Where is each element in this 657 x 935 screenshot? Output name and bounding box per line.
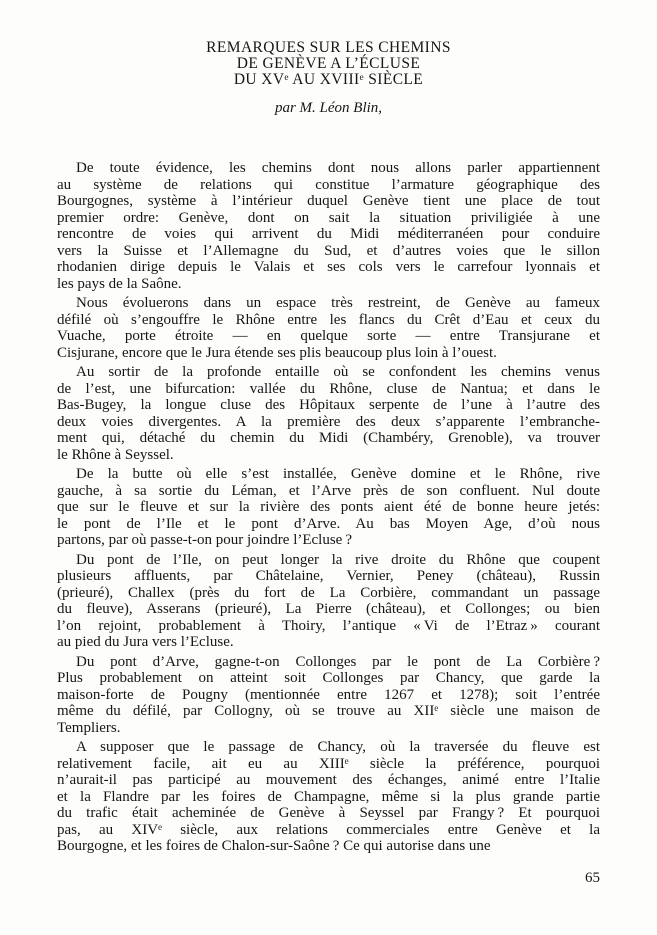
text-line: plusieurs affluents, par Châtelaine, Vernier, Peney (château), Russin <box>57 568 600 584</box>
article-title <box>57 40 600 88</box>
paragraph <box>57 295 600 361</box>
text-line: De la butte où elle s’est installée, Genève domine et le Rhône, rive <box>76 466 600 482</box>
text-line: le Rhône à Seyssel. <box>57 446 174 463</box>
title-line-2: DE GENÈVE A L’ÉCLUSE <box>236 55 421 72</box>
text-line: au système de relations qui constitue l’armature géographique des <box>57 176 600 193</box>
text-line: Bourgognes, système à l’intérieur duquel Genève tient une place de tout <box>57 193 600 209</box>
text-line: vers la Suisse et l’Allemagne du Sud, et d’autres voies que le sillon <box>57 242 600 259</box>
text-line: partons, par où passe-t-on pour joindre l’Ecluse ? <box>57 532 352 548</box>
text-line: deux voies divergentes. A la première des deux s’apparente l’embranche- <box>57 413 600 430</box>
text-line: Au sortir de la profonde entaille où se confondent les chemins venus <box>76 364 600 380</box>
text-line: (prieuré), Challex (près du fort de La Corbière, commandant un passage <box>57 584 600 601</box>
text-line: relativement facile, ait eu au XIIIᵉ siècle la préférence, pourquoi <box>57 755 600 772</box>
text-line: rhodanien dirige depuis le Valais et ses cols vers le carrefour lyonnais et <box>57 259 600 275</box>
page-footer <box>57 870 600 887</box>
text-line: Du pont de l’Ile, on peut longer la rive droite du Rhône que coupent <box>76 551 600 568</box>
text-line: ment qui, détaché du chemin du Midi (Chambéry, Grenoble), va trouver <box>57 430 600 446</box>
text-line: Vuache, porte étroite — en quelque sorte — entre Transjurane et <box>57 328 600 344</box>
article-header <box>57 40 600 116</box>
page-number: 65 <box>585 869 600 886</box>
byline: par M. Léon Blin, <box>274 100 383 116</box>
text-line: Bas-Bugey, la longue cluse des Hôpitaux serpente de l’une à l’autre des <box>57 397 600 413</box>
paragraph <box>57 466 600 549</box>
paragraph <box>57 739 600 855</box>
text-line: gauche, à sa sortie du Léman, et l’Arve près de son confluent. Nul doute <box>57 482 600 499</box>
paragraph <box>57 160 600 292</box>
text-line: De toute évidence, les chemins dont nous allons parler appartiennent <box>76 160 600 176</box>
text-line: du fleuve), Asserans (prieuré), La Pierre (château), et Collonges; ou bien <box>57 601 600 617</box>
text-line: le pont de l’Ile et le pont d’Arve. Au bas Moyen Age, d’où nous <box>57 515 600 532</box>
paragraph <box>57 654 600 737</box>
text-line: même du défilé, par Collogny, où se trouve au XIIᵉ siècle une maison de <box>57 703 600 719</box>
body-text <box>57 160 600 855</box>
text-line: Cisjurane, encore que le Jura étende ses plis beaucoup plus loin à l’ouest. <box>57 344 497 361</box>
text-line: maison-forte de Pougny (mentionnée entre 1267 et 1278); soit l’entrée <box>57 686 600 703</box>
text-line: Templiers. <box>57 719 121 736</box>
text-line: que sur le fleuve et sur la rivière des ponts aient été de bonne heure jetés: <box>57 499 600 515</box>
text-line: de l’est, une bifurcation: vallée du Rhône, cluse de Nantua; et dans le <box>57 380 600 397</box>
text-line: au pied du Jura vers l’Ecluse. <box>57 634 234 650</box>
text-line: rencontre de voies qui arrivent du Midi méditerranéen pour conduire <box>57 226 600 242</box>
title-line-3: DU XVᵉ AU XVIIIᵉ SIÈCLE <box>233 71 424 88</box>
text-line: et la Flandre par les foires de Champagne, même si la plus grande partie <box>57 788 600 805</box>
text-line: pas, au XIVᵉ siècle, aux relations commerciales entre Genève et la <box>57 821 600 838</box>
text-line: Bourgogne, et les foires de Chalon-sur-Saône ? Ce qui autorise dans une <box>57 838 491 854</box>
paragraph <box>57 364 600 463</box>
text-line: Du pont d’Arve, gagne-t-on Collonges par le pont de La Corbière ? <box>76 653 600 670</box>
text-line: du trafic était acheminée de Genève à Seyssel par Frangy ? Et pourquoi <box>57 805 600 821</box>
text-line: l’on rejoint, probablement à Thoiry, l’antique « Vi de l’Etraz » courant <box>57 617 600 634</box>
text-line: les pays de la Saône. <box>57 275 182 292</box>
text-line: n’aurait-il pas participé au mouvement des échanges, animé entre l’Italie <box>57 772 600 788</box>
title-line-1: REMARQUES SUR LES CHEMINS <box>206 39 451 56</box>
text-line: premier ordre: Genève, dont on sait la situation priviligiée à une <box>57 209 600 226</box>
text-line: défilé où s’engouffre le Rhône entre les flancs du Crêt d’Eau et ceux du <box>57 311 600 328</box>
paragraph <box>57 552 600 651</box>
text-line: Nous évoluerons dans un espace très restreint, de Genève au fameux <box>76 295 600 311</box>
text-line: Plus probablement on atteint soit Collonges par Chancy, que garde la <box>57 670 600 686</box>
text-line: A supposer que le passage de Chancy, où la traversée du fleuve est <box>76 739 600 755</box>
